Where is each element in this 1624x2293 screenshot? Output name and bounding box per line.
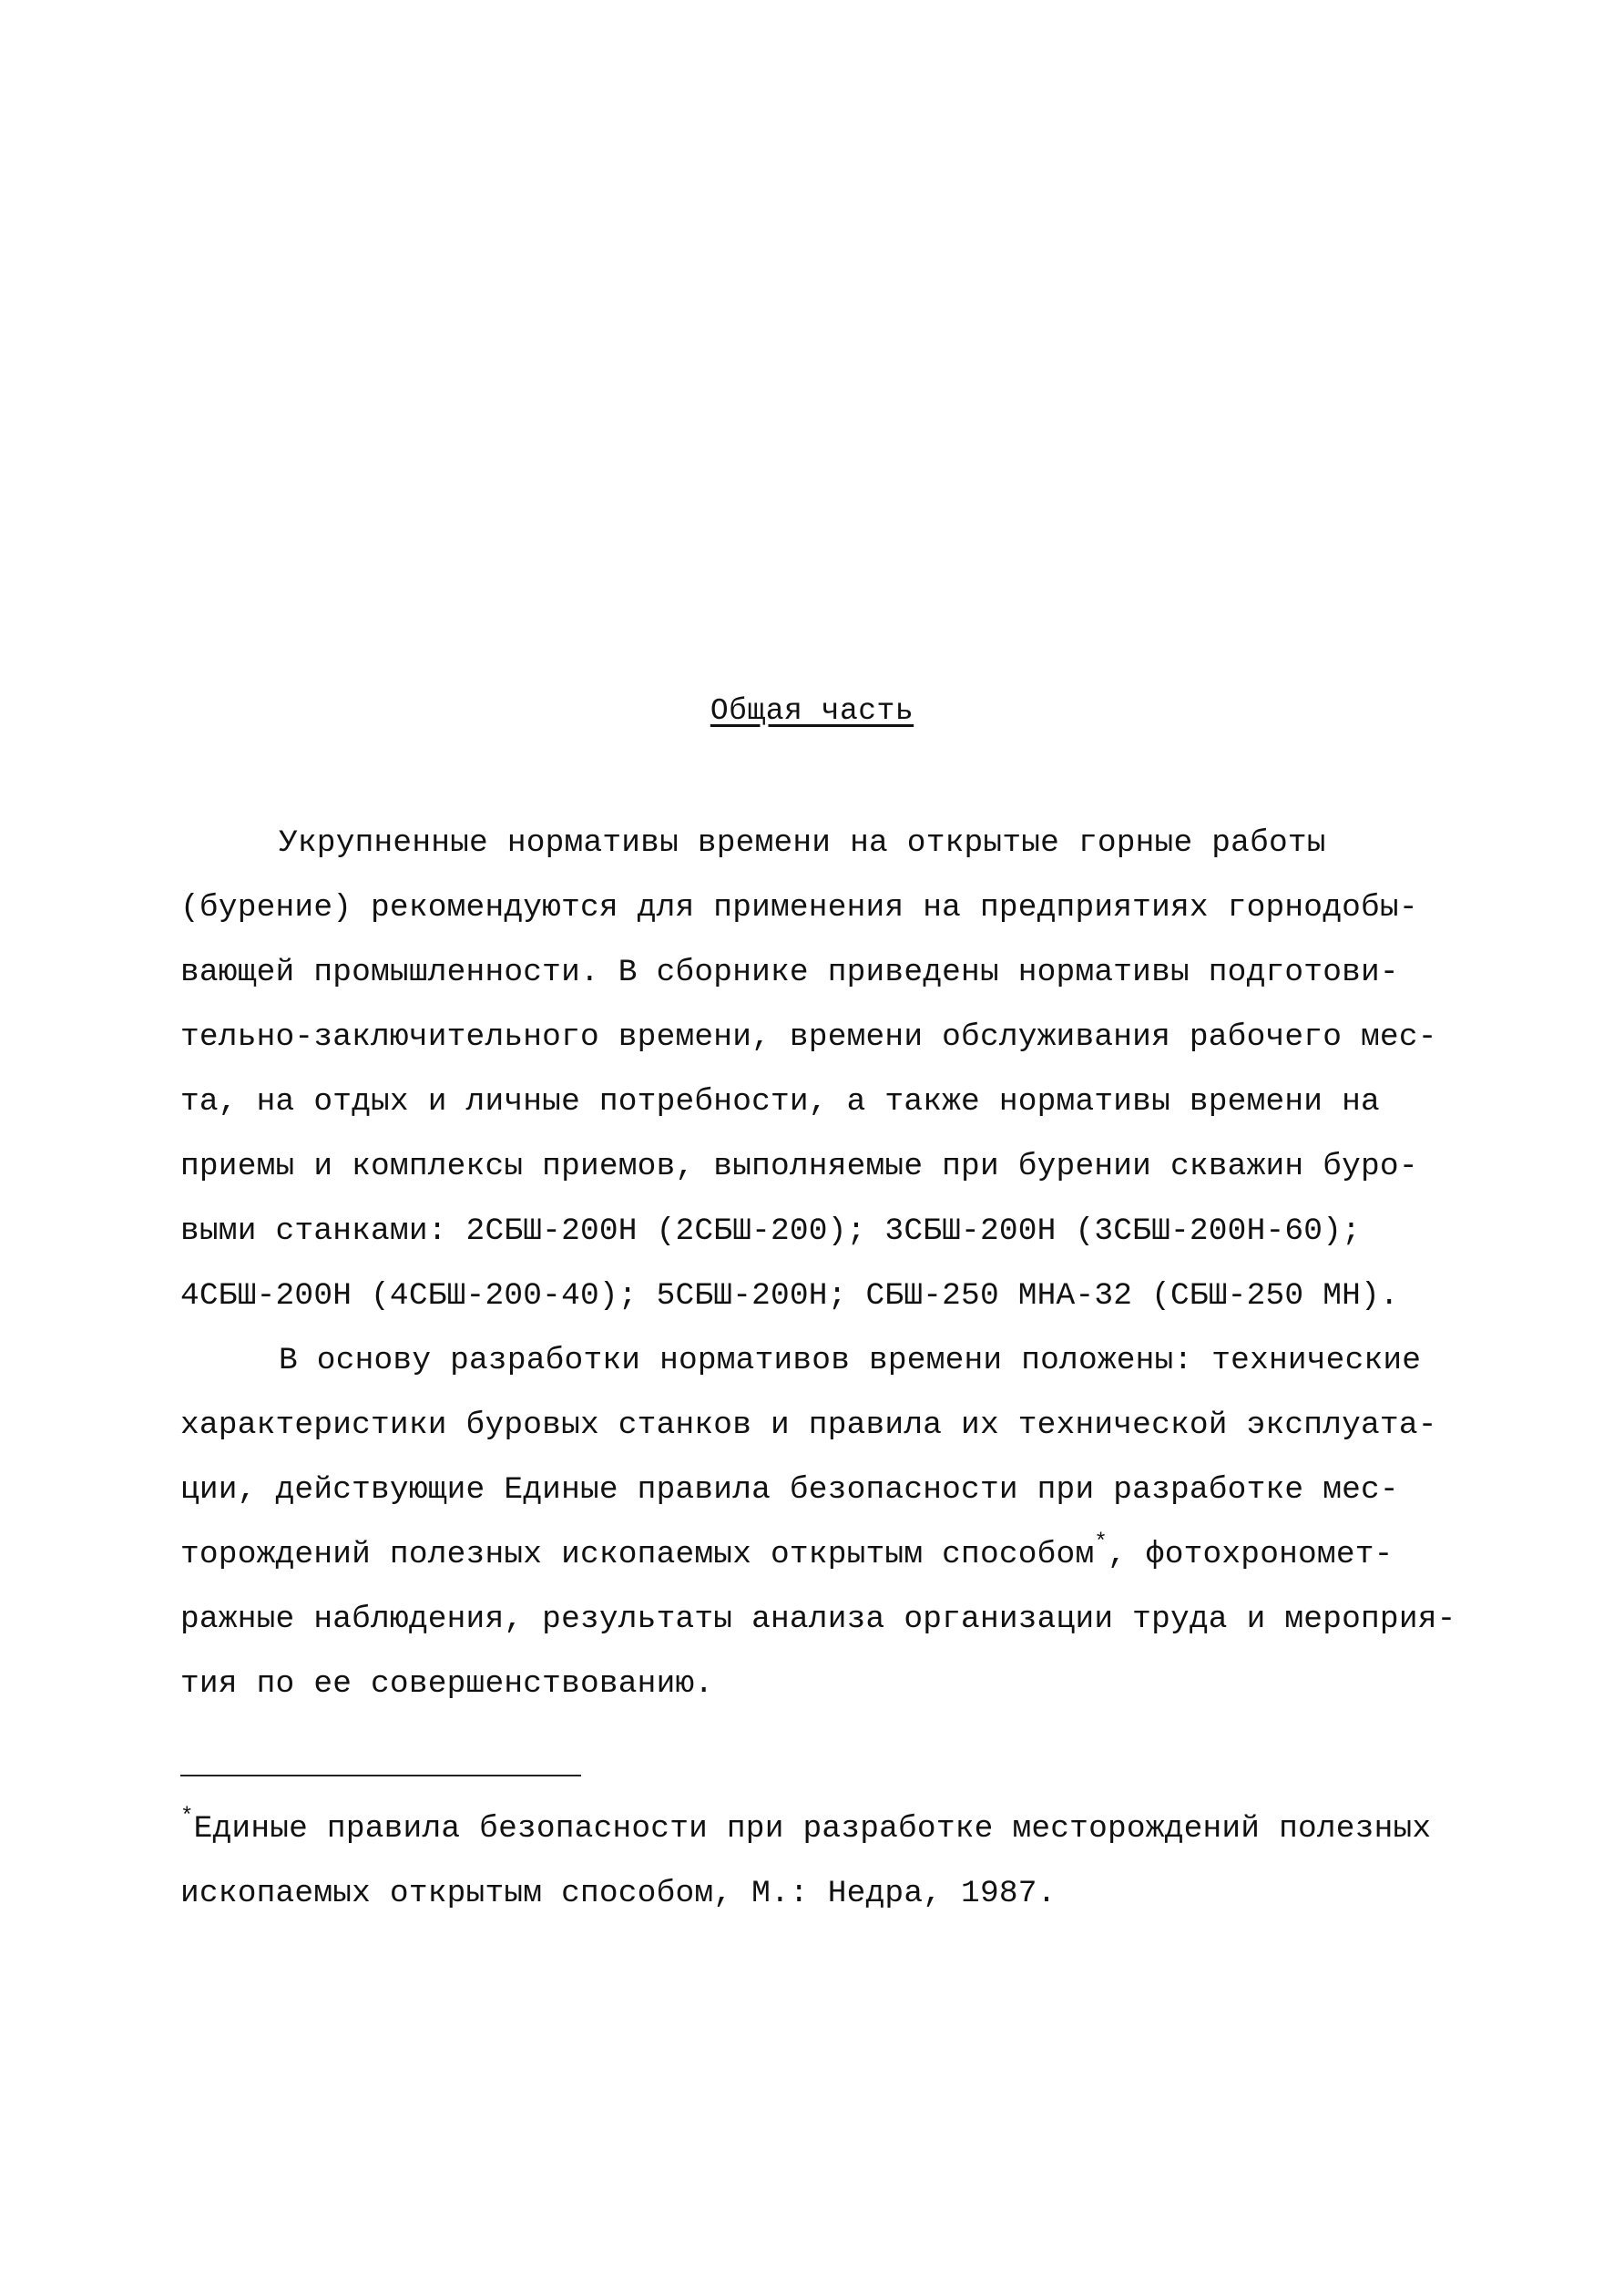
body-text <box>180 811 1510 1716</box>
paragraph-line: та, на отдых и личные потребности, а также нормативы времени на <box>180 1084 1380 1120</box>
line-text-before-mark: торождений полезных ископаемых открытым способом <box>180 1537 1095 1572</box>
footnote-mark: * <box>180 1805 194 1829</box>
paragraph-line: приемы и комплексы приемов, выполняемые при бурении скважин буро- <box>180 1149 1418 1184</box>
section-heading: Общая часть <box>710 694 914 728</box>
paragraph-line: характеристики буровых станков и правила их технической эксплуата- <box>180 1408 1437 1443</box>
paragraph-line: (бурение) рекомендуются для применения на предприятиях горнодобы- <box>180 890 1418 926</box>
footnote <box>180 1797 1510 1926</box>
footnote-line <box>180 1797 1510 1861</box>
footnote-text: Единые правила безопасности при разработке месторождений полезных <box>193 1811 1432 1847</box>
footnote-separator <box>180 1775 581 1776</box>
paragraph-line: тельно-заключительного времени, времени обслуживания рабочего мес- <box>180 1019 1437 1055</box>
paragraph-line: В основу разработки нормативов времени положены: технические <box>279 1343 1422 1378</box>
paragraph-line-with-footnote-mark <box>180 1522 1510 1587</box>
paragraph-line: тия по ее совершенствованию. <box>180 1666 714 1702</box>
paragraph-line: Укрупненные нормативы времени на открытые горные работы <box>279 825 1326 861</box>
footnote-line: ископаемых открытым способом, М.: Недра, 1987. <box>180 1876 1057 1911</box>
paragraph-line: выми станками: 2СБШ-200Н (2СБШ-200); 3СБШ-200Н (3СБШ-200Н-60); <box>180 1213 1362 1249</box>
paragraph-line: ции, действующие Единые правила безопасности при разработке мес- <box>180 1472 1399 1508</box>
line-text-after-mark: , фотохрономет- <box>1107 1537 1394 1572</box>
paragraph-line: вающей промышленности. В сборнике приведены нормативы подготови- <box>180 955 1399 990</box>
paragraph-line: 4СБШ-200Н (4СБШ-200-40); 5СБШ-200Н; СБШ-250 МНА-32 (СБШ-250 МН). <box>180 1278 1399 1314</box>
footnote-reference-mark: * <box>1094 1530 1108 1555</box>
paragraph-line: ражные наблюдения, результаты анализа организации труда и мероприя- <box>180 1602 1456 1637</box>
